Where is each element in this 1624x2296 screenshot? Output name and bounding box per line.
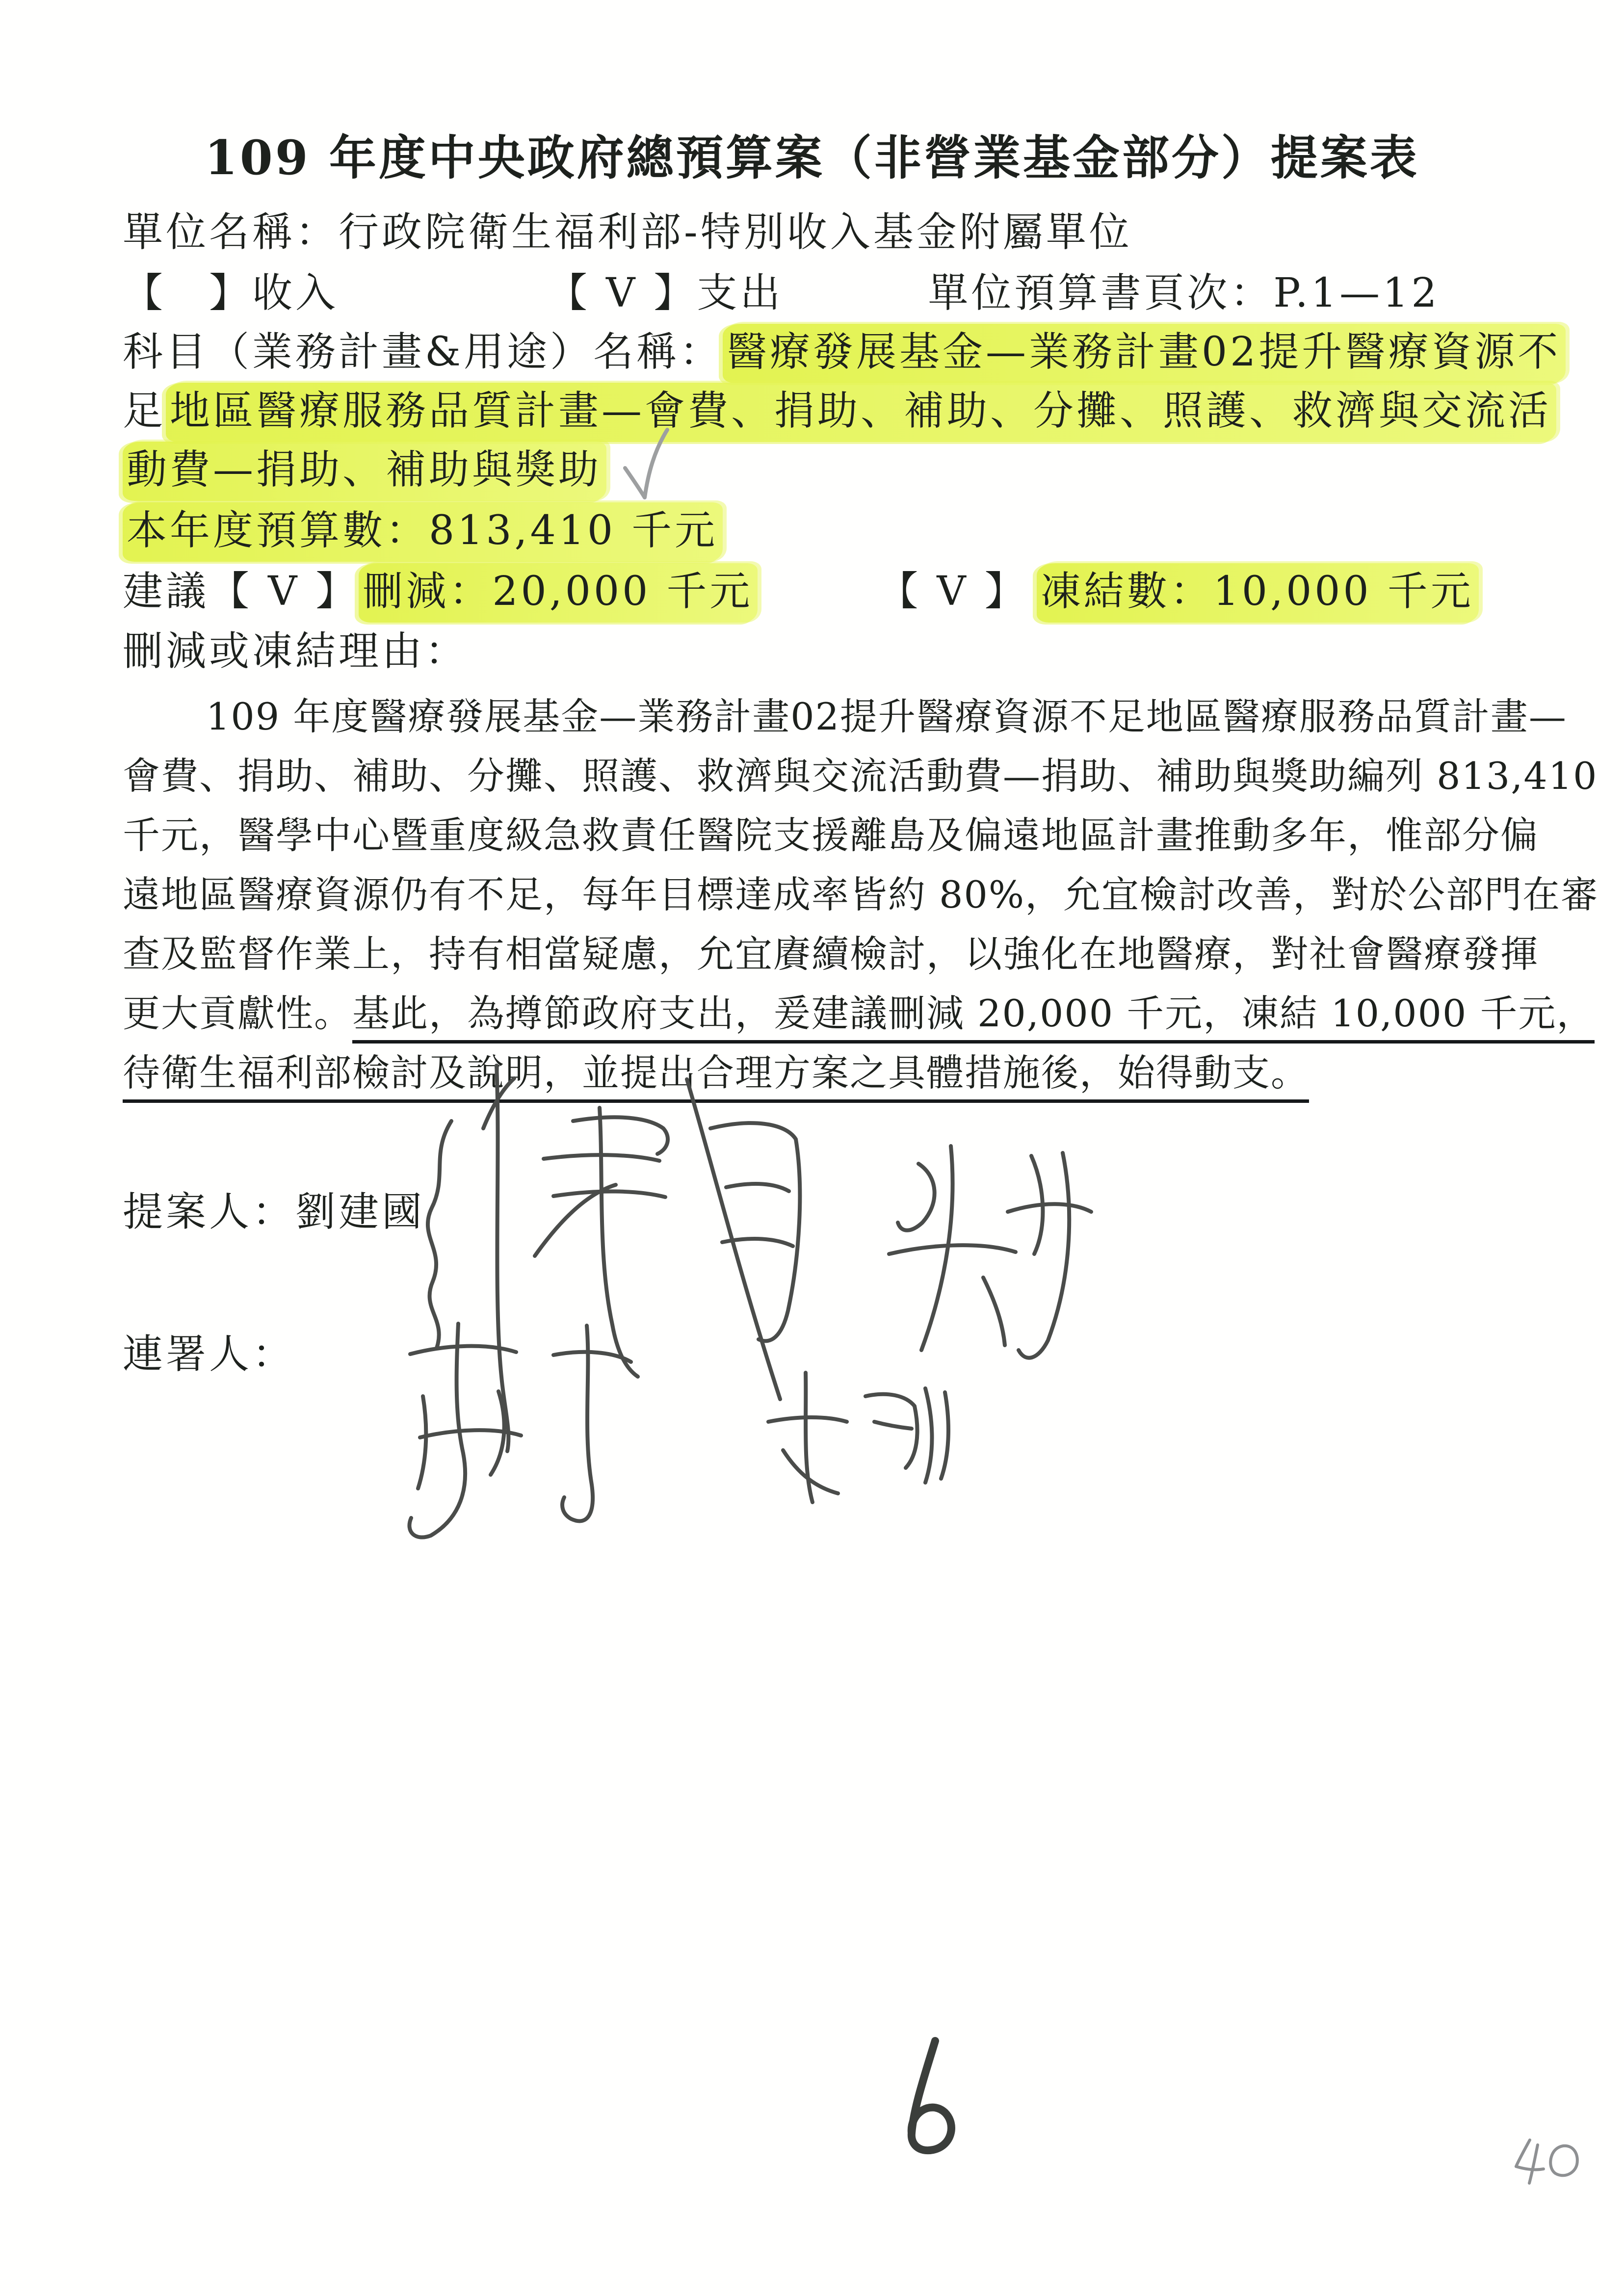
subject-highlight-1: 醫療發展基金—業務計畫02提升醫療資源不	[723, 324, 1566, 383]
subject-line-2	[123, 379, 1556, 436]
reason-paragraph-line-6	[123, 984, 1595, 1037]
subject-line-3	[123, 438, 606, 495]
proposer-label: 提案人：	[123, 1189, 296, 1235]
reason-line6-underlined: 基此，為撙節政府支出，爰建議刪減 20,000 千元，凍結 10,000 千元，	[352, 991, 1595, 1044]
income-checkbox: 【 】收入	[123, 270, 339, 316]
handwritten-corner-note	[1516, 2140, 1577, 2183]
subject-line-1	[123, 320, 1566, 377]
unit-name-line: 單位名稱：行政院衛生福利部-特別收入基金附屬單位	[123, 209, 1132, 256]
handwritten-page-number	[912, 2041, 951, 2150]
reason-paragraph-line-1: 109 年度醫療發展基金—業務計畫02提升醫療資源不足地區醫療服務品質計畫—	[206, 695, 1567, 738]
cosigner-label: 連署人：	[123, 1331, 296, 1378]
proposal-line	[123, 559, 1479, 617]
reason-line7-underlined: 待衛生福利部檢討及說明，並提出合理方案之具體措施後，始得動支。	[123, 1051, 1309, 1103]
expense-checkbox: 【 V 】支出	[547, 270, 784, 316]
subject-line2-start: 足	[123, 388, 166, 434]
subject-highlight-2: 地區醫療服務品質計畫—會費、捐助、補助、分攤、照護、救濟與交流活	[166, 383, 1556, 442]
proposal-prefix-checkbox: 建議【 V 】	[123, 568, 359, 615]
signature-proposer-liu-chien-kuo	[428, 1066, 800, 1451]
budget-amount-highlight: 本年度預算數：813,410 千元	[123, 502, 723, 562]
proposer-row	[123, 1180, 425, 1237]
subject-highlight-3: 動費—捐助、補助與獎助	[123, 442, 606, 501]
signature-cosigner-yang-yao	[768, 1373, 948, 1502]
reason-label: 刪減或凍結理由：	[123, 628, 469, 675]
signature-proposer-wu-yu-chin	[889, 1146, 1091, 1358]
freeze-checkbox: 【 V 】	[878, 568, 1028, 615]
budget-amount-line	[123, 498, 723, 556]
type-checkbox-row	[123, 261, 1440, 318]
reason-line6-start: 更大貢獻性。	[123, 991, 352, 1035]
page-title: 109 年度中央政府總預算案（非營業基金部分）提案表	[205, 130, 1419, 185]
budget-book-page-ref: 單位預算書頁次：P.1—12	[928, 270, 1440, 316]
reason-paragraph-line-2: 會費、捐助、補助、分攤、照護、救濟與交流活動費—捐助、補助與獎助編列 813,410	[123, 754, 1598, 798]
proposer-name: 劉建國	[295, 1189, 425, 1235]
cut-amount-highlight: 刪減：20,000 千元	[359, 563, 758, 623]
reason-paragraph-line-7	[123, 1043, 1309, 1096]
subject-label: 科目（業務計畫&用途）名稱：	[123, 329, 723, 375]
reason-paragraph-line-3: 千元，醫學中心暨重度級急救責任醫院支援離島及偏遠地區計畫推動多年，惟部分偏	[123, 813, 1539, 857]
freeze-amount-highlight: 凍結數：10,000 千元	[1037, 563, 1479, 623]
reason-paragraph-line-4: 遠地區醫療資源仍有不足，每年目標達成率皆約 80%，允宜檢討改善，對於公部門在審	[123, 873, 1599, 916]
cosigner-row	[123, 1322, 295, 1380]
reason-paragraph-line-5: 查及監督作業上，持有相當疑慮，允宜賡續檢討，以強化在地醫療，對社會醫療發揮	[123, 932, 1539, 976]
signature-cosigner-huang-hsiu-fang	[409, 1324, 631, 1538]
